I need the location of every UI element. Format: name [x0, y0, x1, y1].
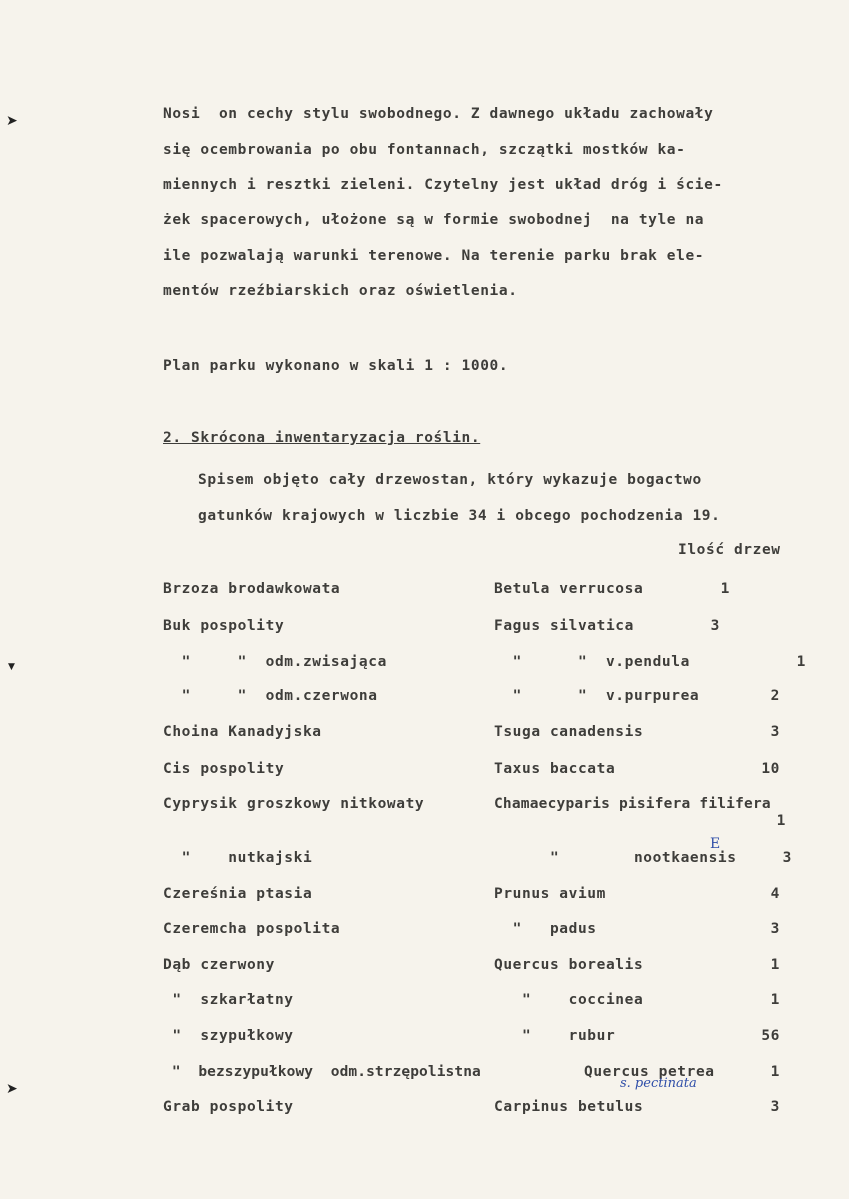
tree-count: 1 — [770, 957, 780, 973]
polish-name: " nutkajski — [163, 850, 313, 866]
intro-line: Spisem objęto cały drzewostan, który wykazuje bogactwo — [198, 472, 702, 488]
latin-name: " rubur — [494, 1028, 616, 1044]
polish-name: " " odm.zwisająca — [163, 654, 387, 670]
tree-count: 1 — [796, 654, 806, 670]
tree-count: 1 — [776, 813, 786, 829]
tree-count: 3 — [710, 618, 720, 634]
latin-name: Taxus baccata — [494, 761, 616, 777]
tree-count: 1 — [770, 992, 780, 1008]
margin-tick-icon: ▼ — [8, 662, 15, 672]
paragraph-line: ile pozwalają warunki terenowe. Na terenie parku brak ele- — [163, 248, 705, 264]
latin-name: Tsuga canadensis — [494, 724, 644, 740]
tree-count: 1 — [720, 581, 730, 597]
polish-name: " szkarłatny — [163, 992, 294, 1008]
count-column-header: Ilość drzew — [678, 542, 781, 558]
polish-name: Brzoza brodawkowata — [163, 581, 341, 597]
polish-name: Grab pospolity — [163, 1099, 294, 1115]
plan-scale-line: Plan parku wykonano w skali 1 : 1000. — [163, 358, 509, 374]
tree-count: 3 — [770, 921, 780, 937]
tree-count: 56 — [761, 1028, 780, 1044]
handwritten-note: s. pectinata — [620, 1076, 697, 1091]
paragraph-line: się ocembrowania po obu fontannach, szczątki mostków ka- — [163, 142, 686, 158]
tree-count: 1 — [770, 1064, 780, 1080]
polish-name: Cis pospolity — [163, 761, 285, 777]
polish-name: Czeremcha pospolita — [163, 921, 341, 937]
tree-count: 10 — [761, 761, 780, 777]
latin-name: Quercus petrea — [584, 1064, 715, 1080]
polish-name: Choina Kanadyjska — [163, 724, 322, 740]
latin-name: " " v.pendula — [494, 654, 690, 670]
latin-name: Fagus silvatica — [494, 618, 634, 634]
tree-count: 3 — [782, 850, 792, 866]
tree-count: 3 — [770, 724, 780, 740]
tree-count: 3 — [770, 1099, 780, 1115]
latin-name: Carpinus betulus — [494, 1099, 644, 1115]
section-heading: 2. Skrócona inwentaryzacja roślin. — [163, 430, 481, 446]
handwritten-correction: E — [710, 836, 721, 852]
polish-name: Cyprysik groszkowy nitkowaty — [163, 796, 425, 812]
latin-name: " " v.purpurea — [494, 688, 700, 704]
latin-name: " padus — [494, 921, 597, 937]
polish-name: Buk pospolity — [163, 618, 285, 634]
paragraph-line: miennych i resztki zieleni. Czytelny jest układ dróg i ście- — [163, 177, 723, 193]
tree-count: 2 — [770, 688, 780, 704]
paragraph-line: żek spacerowych, ułożone są w formie swobodnej na tyle na — [163, 212, 705, 228]
polish-name: Dąb czerwony — [163, 957, 275, 973]
latin-name: " coccinea — [494, 992, 644, 1008]
latin-name: " nootkaensis — [494, 850, 737, 866]
latin-name: Betula verrucosa — [494, 581, 644, 597]
polish-name: " bezszypułkowy odm.strzępolistna — [163, 1064, 481, 1080]
polish-name: " szypułkowy — [163, 1028, 294, 1044]
paragraph-line: Nosi on cechy stylu swobodnego. Z dawnego układu zachowały — [163, 106, 714, 122]
latin-name: Quercus borealis — [494, 957, 644, 973]
margin-arrow-icon: ➤ — [6, 113, 18, 129]
latin-name: Chamaecyparis pisifera filifera — [494, 796, 771, 812]
polish-name: Czereśnia ptasia — [163, 886, 313, 902]
polish-name: " " odm.czerwona — [163, 688, 378, 704]
intro-line: gatunków krajowych w liczbie 34 i obcego pochodzenia 19. — [198, 508, 721, 524]
margin-arrow-icon: ➤ — [6, 1081, 18, 1097]
paragraph-line: mentów rzeźbiarskich oraz oświetlenia. — [163, 283, 518, 299]
latin-name: Prunus avium — [494, 886, 606, 902]
tree-count: 4 — [770, 886, 780, 902]
